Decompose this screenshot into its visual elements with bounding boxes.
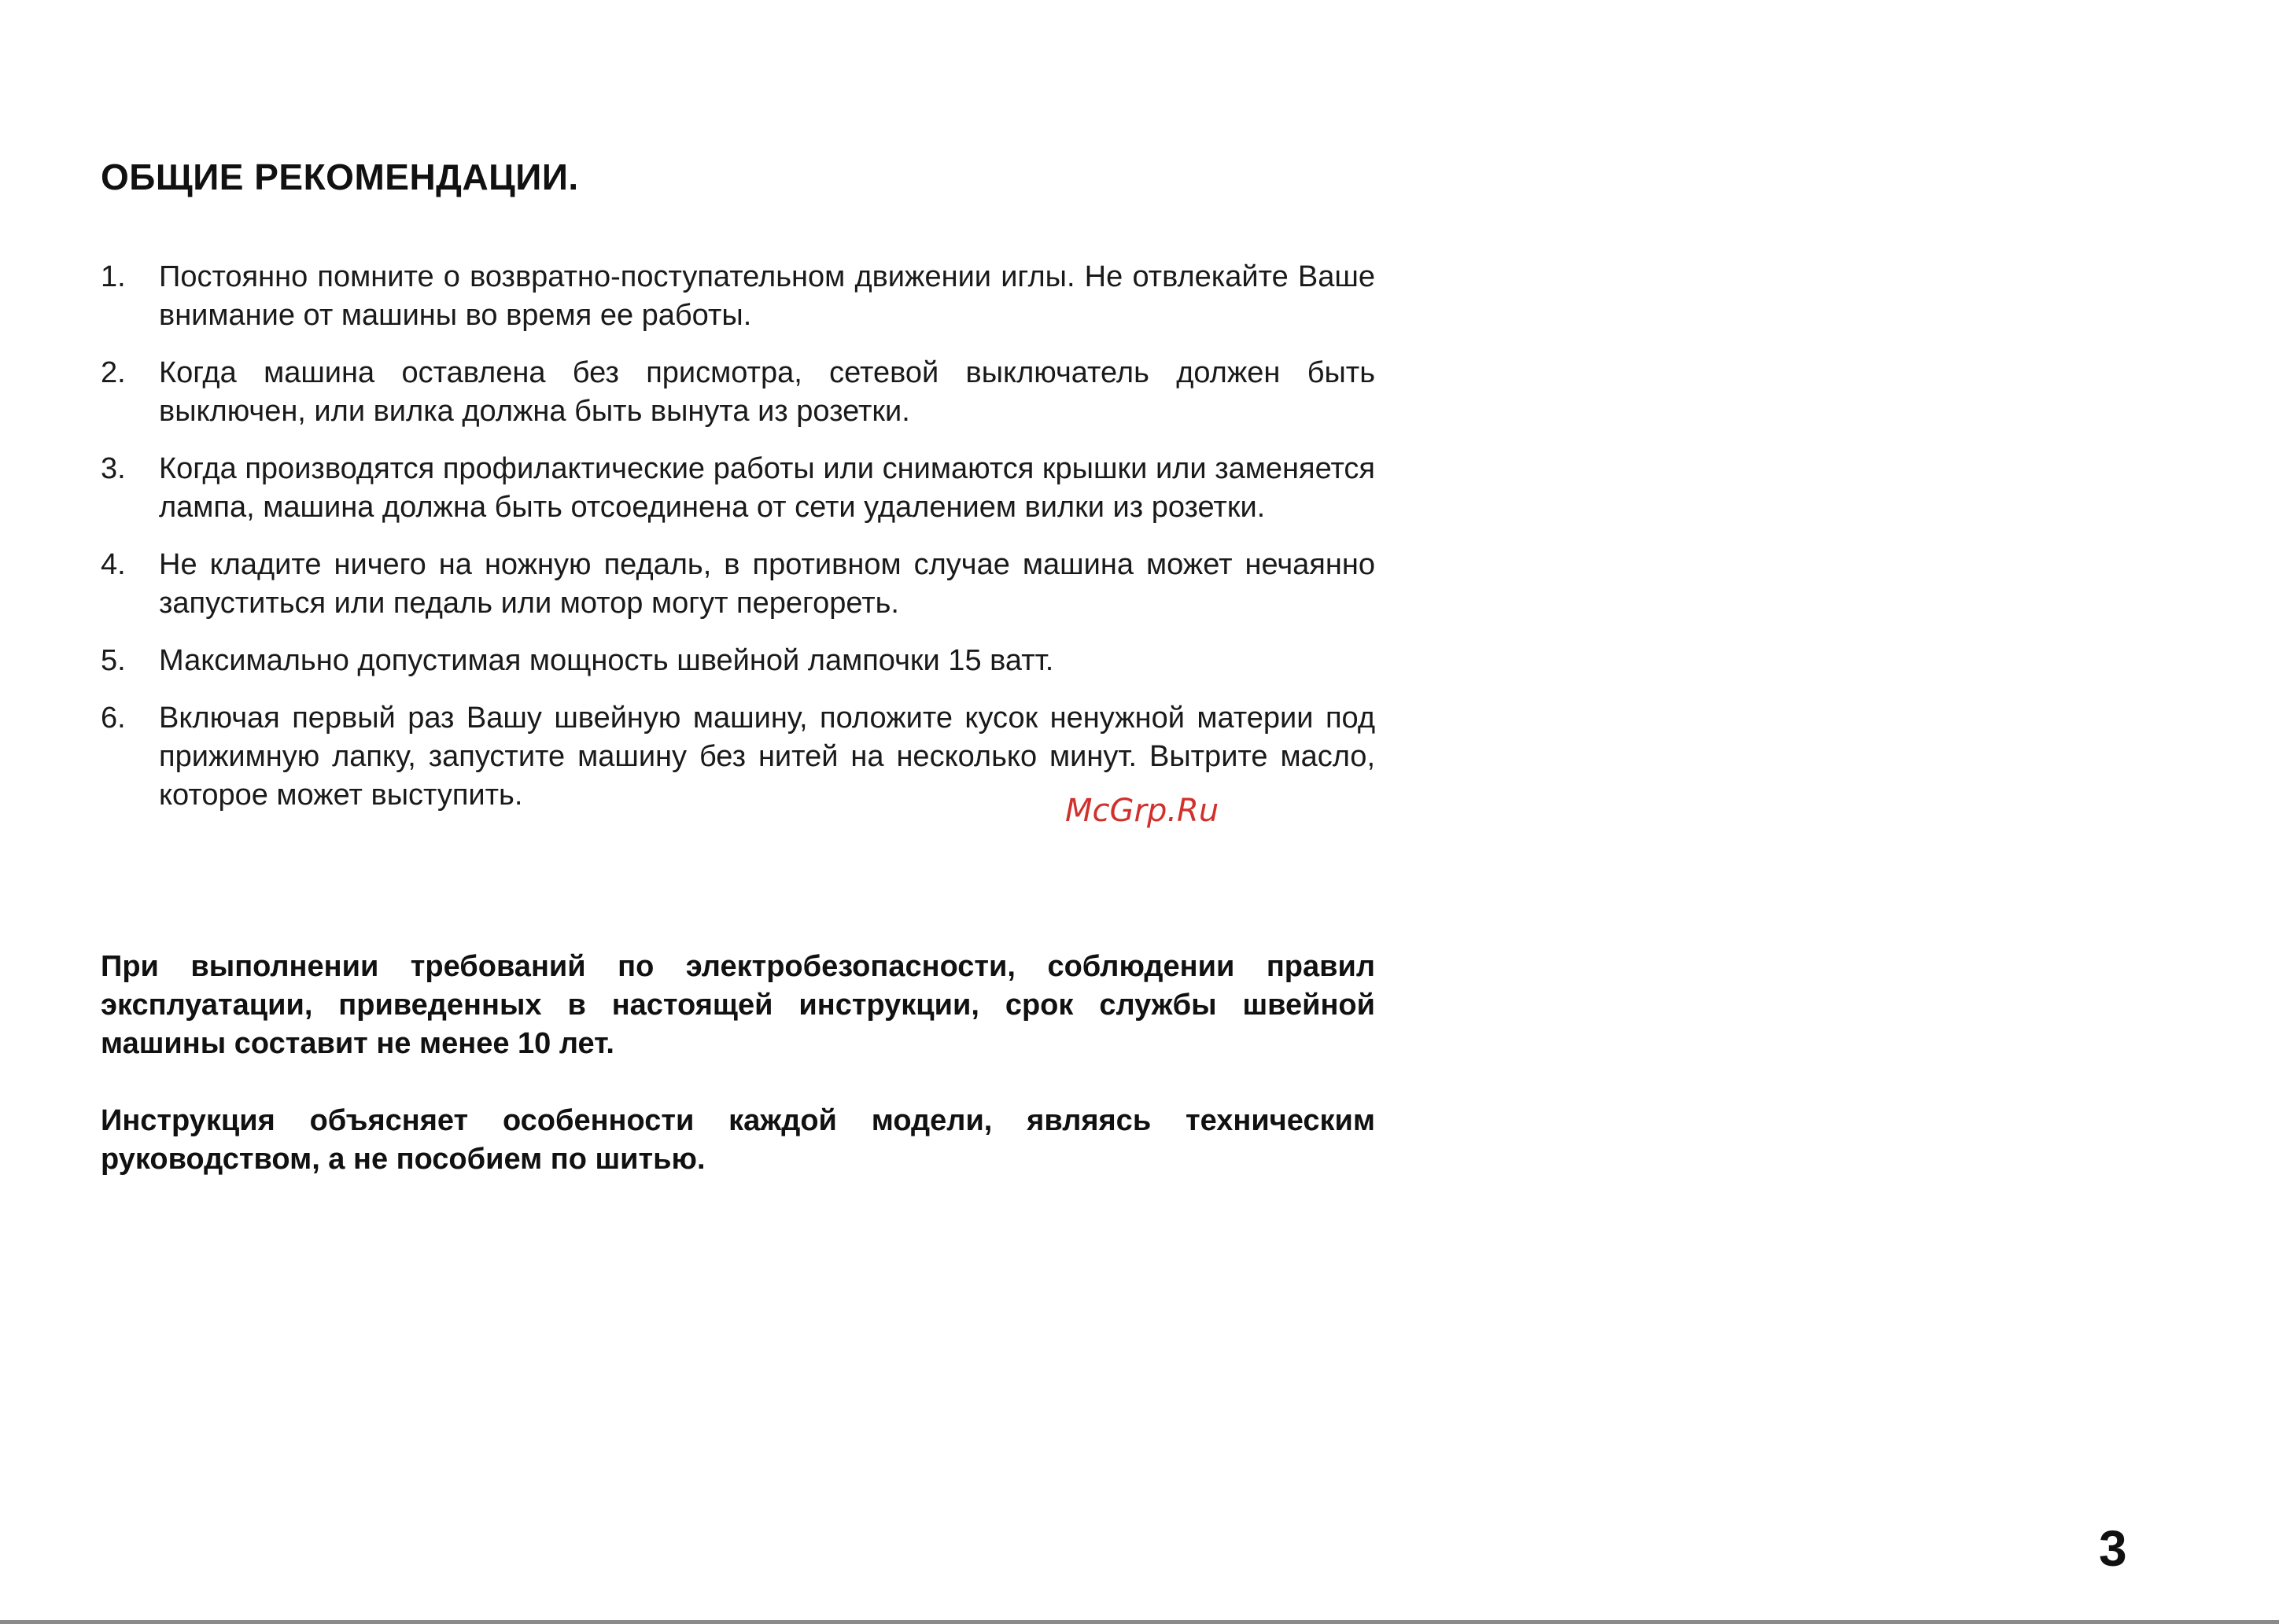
- list-item-number: 1.: [101, 260, 126, 293]
- list-item-number: 4.: [101, 548, 126, 581]
- list-item-text: Включая первый раз Вашу швейную машину, положите кусок ненужной материи под прижимную лапку, запустите машину без нитей на несколько минут. Вытрите масло, которое может выступить.: [159, 702, 1375, 812]
- list-item-text: Максимально допустимая мощность швейной лампочки 15 ватт.: [159, 644, 1054, 677]
- list-item: [101, 450, 1375, 527]
- page-title: ОБЩИЕ РЕКОМЕНДАЦИИ.: [101, 157, 579, 197]
- list-item: [101, 354, 1375, 431]
- bottom-divider: [0, 1620, 2279, 1624]
- list-item: [101, 642, 1375, 680]
- list-item-number: 3.: [101, 452, 126, 485]
- watermark: McGrp.Ru: [1065, 793, 1219, 829]
- list-item-number: 2.: [101, 356, 126, 389]
- list-item-text: Когда машина оставлена без присмотра, сетевой выключатель должен быть выключен, или вилка должна быть вынута из розетки.: [159, 356, 1375, 428]
- list-item-number: 6.: [101, 702, 126, 735]
- page-number: 3: [2099, 1520, 2127, 1577]
- list-item: [101, 546, 1375, 623]
- list-item-text: Постоянно помните о возвратно-поступательном движении иглы. Не отвлекайте Ваше внимание от машины во время ее работы.: [159, 260, 1375, 332]
- list-item: [101, 258, 1375, 335]
- recommendations-list: [101, 258, 1375, 834]
- list-item-text: Когда производятся профилактические работы или снимаются крышки или заменяется лампа, машина должна быть отсоединена от сети удалением вилки из розетки.: [159, 452, 1375, 524]
- service-life-paragraph: При выполнении требований по электробезопасности, соблюдении правил эксплуатации, приведенных в настоящей инструкции, срок службы швейной машины составит не менее 10 лет.: [101, 950, 1375, 1060]
- list-item-text: Не кладите ничего на ножную педаль, в противном случае машина может нечаянно запуститься или педаль или мотор могут перегореть.: [159, 548, 1375, 620]
- list-item-number: 5.: [101, 644, 126, 677]
- instruction-paragraph: Инструкция объясняет особенности каждой модели, являясь техническим руководством, а не пособием по шитью.: [101, 1104, 1375, 1176]
